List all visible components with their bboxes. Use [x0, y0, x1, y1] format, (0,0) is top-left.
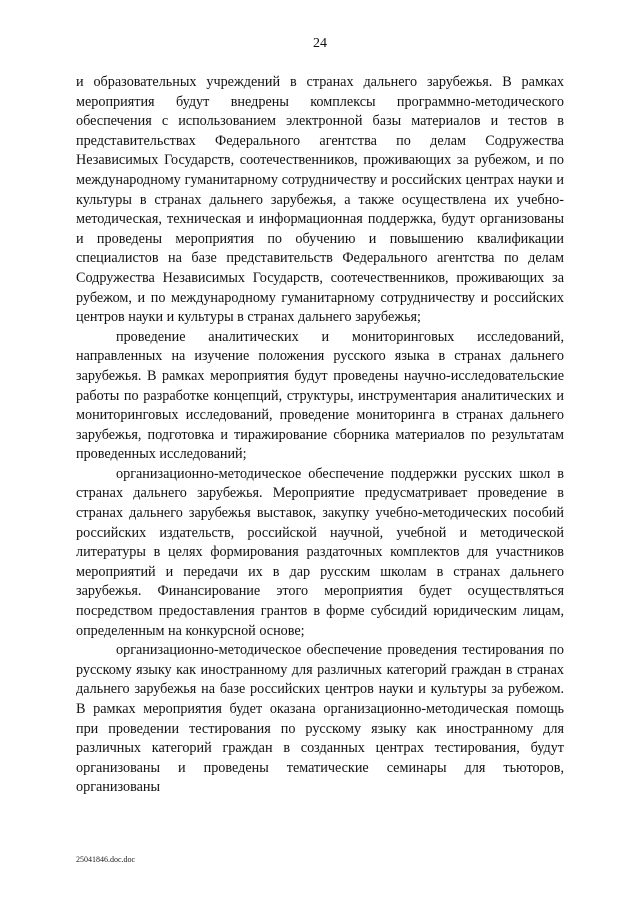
- paragraph-3: организационно-методическое обеспечение поддержки русских школ в странах дальнего зарубежья. Мероприятие предусматривает проведение в странах дальнего зарубежья выставок, закупку учебно-методических пособий российских издательств, российской научной, учебной и методической литературы в целях формирования раздаточных комплектов для участников мероприятий и передачи их в дар русским школам в странах дальнего зарубежья. Финансирование этого мероприятия будет осуществляться посредством предоставления грантов в форме субсидий юридическим лицам, определенным на конкурсной основе;: [76, 465, 564, 639]
- paragraph-4: организационно-методическое обеспечение проведения тестирования по русскому языку как иностранному для различных категорий граждан в странах дальнего зарубежья на базе российских центров науки и культуры за рубежом. В рамках мероприятия будет оказана организационно-методическая помощь при проведении тестирования по русскому языку как иностранному для различных категорий граждан в созданных центрах тестирования, будут организованы и проведены тематические семинары для тьюторов, организованы: [76, 642, 564, 796]
- page-number: 24: [313, 36, 327, 51]
- document-body: [76, 73, 564, 798]
- paragraph-1: и образовательных учреждений в странах дальнего зарубежья. В рамках мероприятия будут внедрены комплексы программно-методического обеспечения с использованием электронной базы материалов и тестов в представительствах Федерального агентства по делам Содружества Независимых Государств, соотечественников, проживающих за рубежом, и по международному гуманитарному сотрудничеству и российских центрах науки и культуры в странах дальнего зарубежья, а также осуществлена их учебно-методическая, техническая и информационная поддержка, будут организованы и проведены мероприятия по обучению и повышению квалификации специалистов на базе представительств Федерального агентства по делам Содружества Независимых Государств, соотечественников, проживающих за рубежом, и по международному гуманитарному сотрудничеству и российских центров науки и культуры в странах дальнего зарубежья;: [76, 74, 564, 326]
- footer-filename: 25041846.doc.doc: [76, 855, 136, 864]
- paragraph-2: проведение аналитических и мониторинговых исследований, направленных на изучение положения русского языка в странах дальнего зарубежья. В рамках мероприятия будут проведены научно-исследовательские работы по разработке концепций, структуры, инструментария аналитических и мониторинговых исследований, проведение мониторинга в странах дальнего зарубежья, подготовка и тиражирование сборника материалов по результатам проведенных исследований;: [76, 328, 564, 463]
